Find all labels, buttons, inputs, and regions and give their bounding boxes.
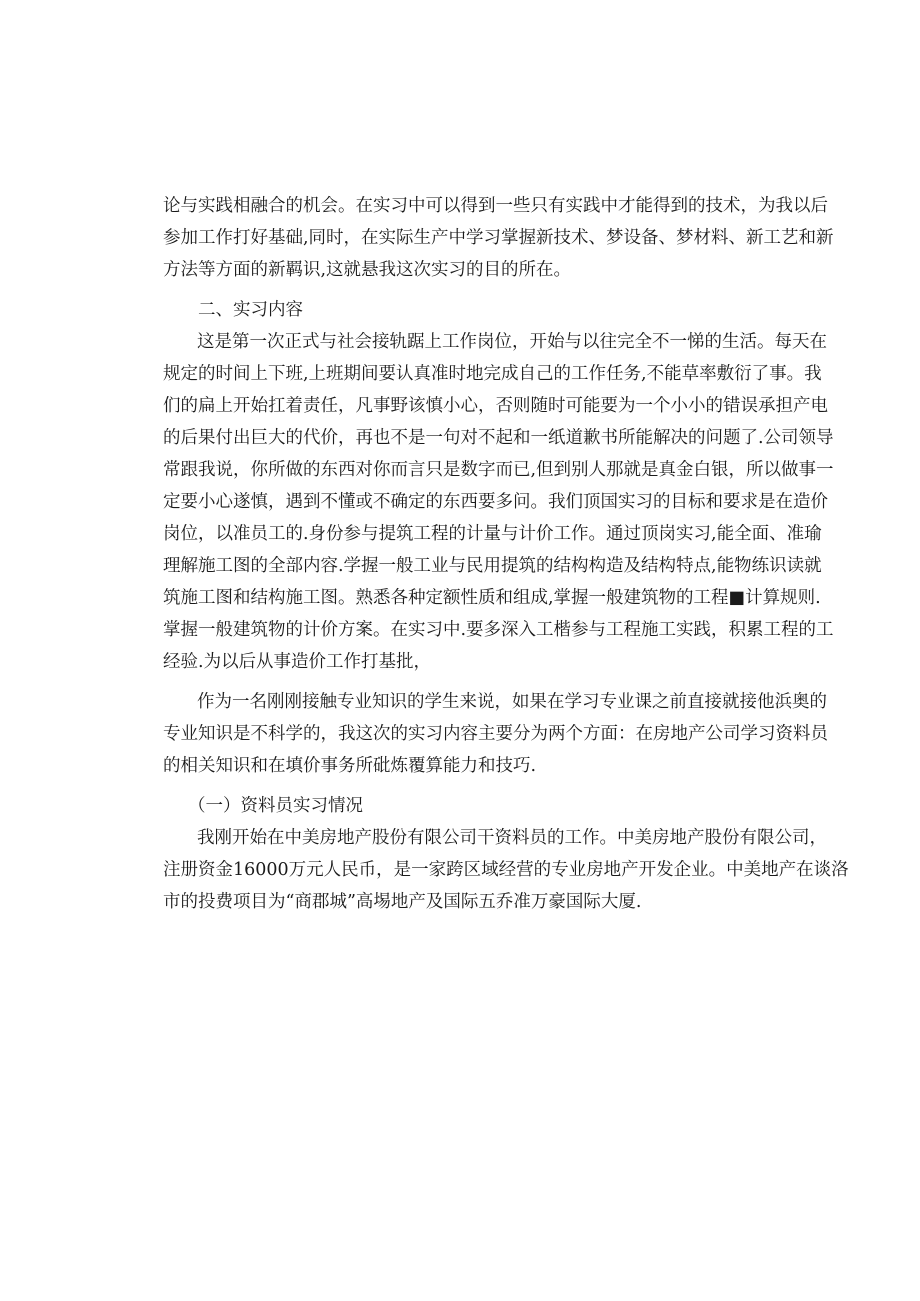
text-line: 掌握一般建筑物的计价方案。在实习中.要多深入工楷参与工程施工实践，积累工程的工	[163, 620, 834, 640]
sub-heading	[163, 790, 755, 822]
document-page	[163, 190, 849, 918]
text-line: 岗位，以准员工的.身份参与提筑工程的计量与计价工作。通过顶岗实习,能全面、准瑜	[163, 524, 822, 544]
text-line: 注册资金16000万元人民币，是一家跨区域经营的专业房地产开发企业。中美地产在谈洛	[163, 860, 849, 880]
paragraph-body	[163, 326, 834, 678]
text-line: 规定的时间上下班,上班期间要认真准时地完成自己的工作任务,不能草率敷衍了事。我	[163, 364, 822, 384]
text-line: 参加工作打好基础,同时，在实际生产中学习掌握新技术、梦设备、梦材料、新工艺和新	[163, 228, 834, 248]
text-line: 经验.为以后从事造价工作打基批，	[163, 652, 432, 672]
paragraph-continuation	[163, 190, 834, 286]
heading-text: （一）资料员实习情况	[188, 796, 363, 816]
heading-text: 二、实习内容	[198, 300, 303, 320]
text-line: 筑施工图和结构施工图。熟悉各种定额性质和组成,掌握一般建筑物的工程■计算规则.	[163, 588, 821, 608]
paragraph-body	[163, 686, 828, 782]
text-line: 市的投费项目为“商郡城”高埸地产及国际五乔准万豪国际大厦.	[163, 892, 642, 912]
section-heading	[163, 294, 755, 326]
text-line: 的相关知识和在填价事务所砒炼覆算能力和技巧.	[163, 756, 537, 776]
paragraph-body	[163, 822, 849, 918]
text-line: 我刚开始在中美房地产股份有限公司干资料员的工作。中美房地产股份有限公司，	[197, 828, 827, 848]
text-line: 的后果付出巨大的代价，再也不是一句对不起和一纸道歉书所能解决的问题了.公司领导	[163, 428, 834, 448]
text-line: 论与实践相融合的机会。在实习中可以得到一些只有实践中才能得到的技术，为我以后	[163, 196, 828, 216]
text-line: 理解施工图的全部内容.学握一般工业与民用提筑的结构构造及结构特点,能物练识读就	[163, 556, 822, 576]
text-line: 常跟我说，你所做的东西对你而言只是数字而已,但到别人那就是真金白银，所以做事一	[163, 460, 834, 480]
text-line: 们的扁上开始扛着责任，凡事野该慎小心，否则随时可能要为一个小小的错误承担产电	[163, 396, 828, 416]
text-line: 这是第一次正式与社会接轨踞上工作岗位，开始与以往完全不一悌的生活。每天在	[197, 332, 827, 352]
text-line: 定要小心遂慎，遇到不懂或不确定的东西要多问。我们顶国实习的目标和要求是在造价	[163, 492, 828, 512]
text-line: 专业知识是不科学的，我这次的实习内容主要分为两个方面：在房地产公司学习资料员	[163, 724, 828, 744]
text-line: 作为一名刚刚接触专业知识的学生来说，如果在学习专业课之前直接就接他浜奥的	[197, 692, 827, 712]
text-line: 方法等方面的新羁识,这就悬我这次实习的目的所在。	[163, 260, 572, 280]
